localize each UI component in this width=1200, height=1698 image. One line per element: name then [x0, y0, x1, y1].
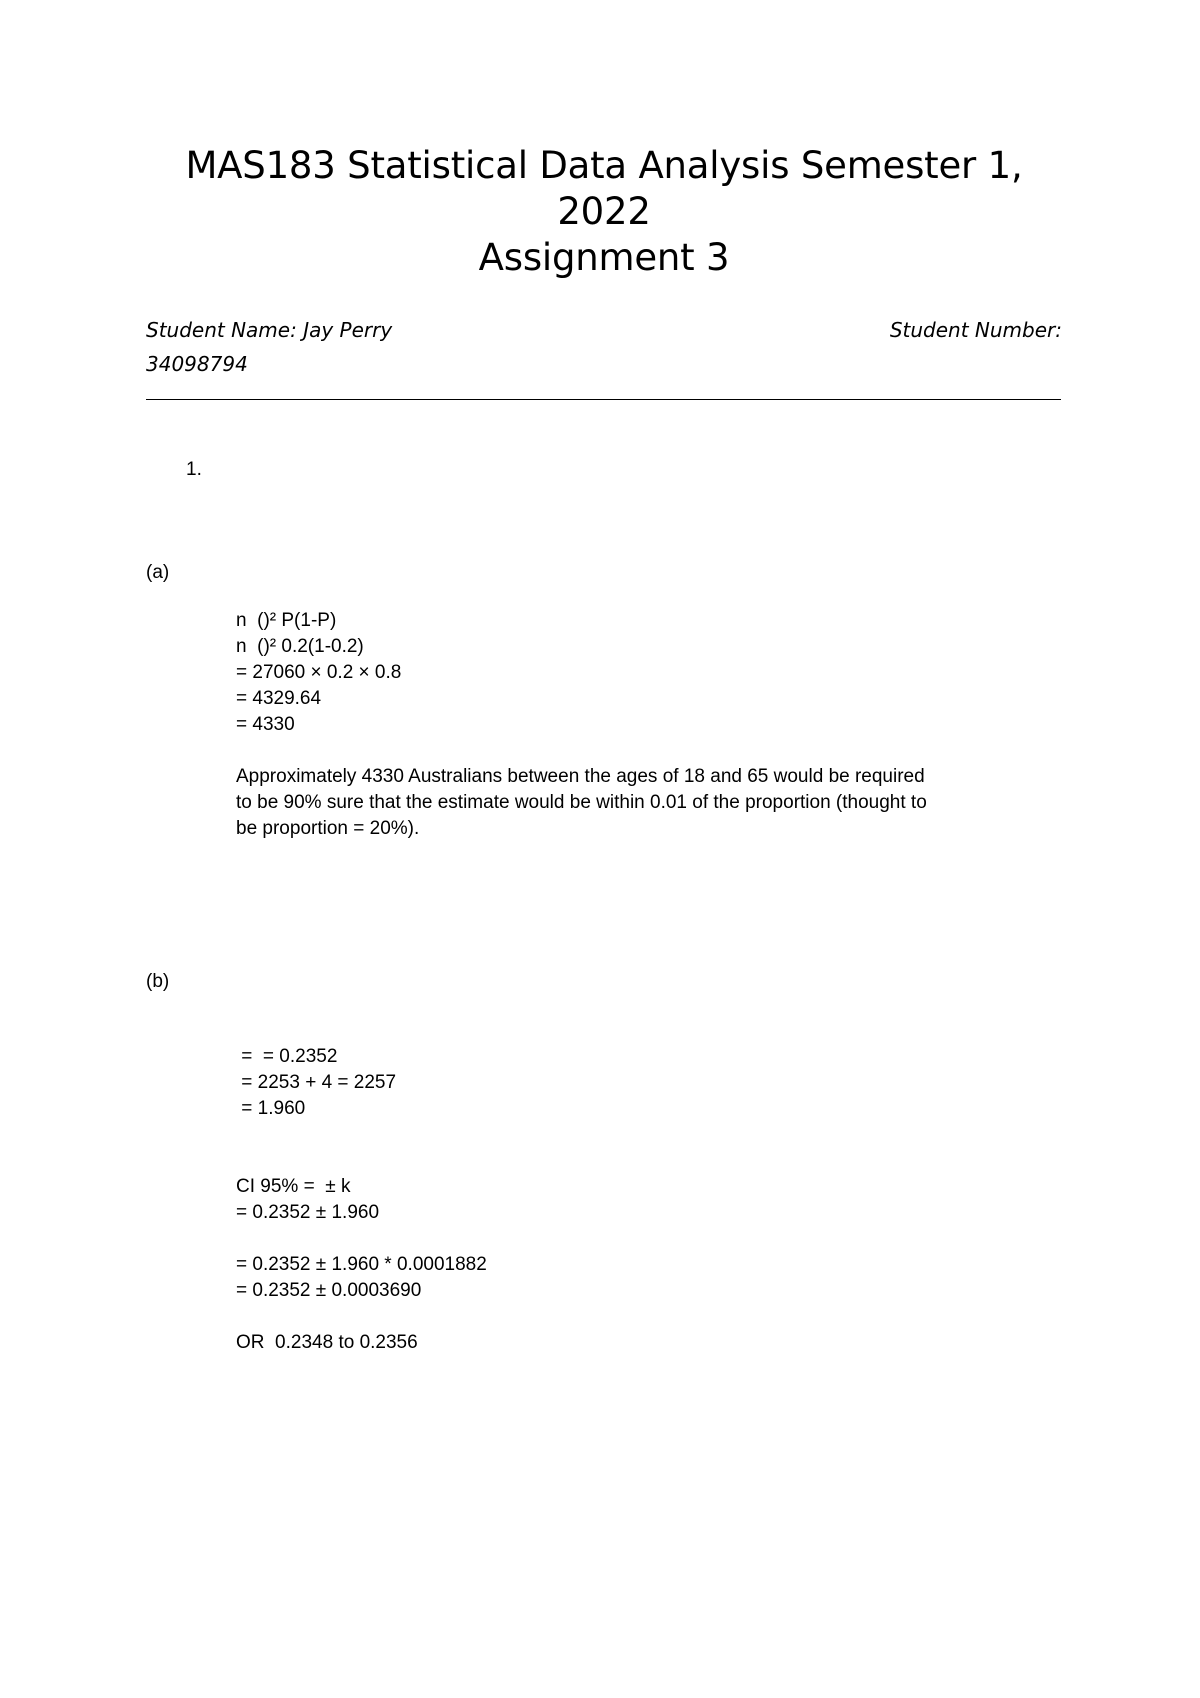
conclusion-line: be proportion = 20%).: [236, 818, 420, 839]
conclusion-line: to be 90% sure that the estimate would be within 0.01 of the proportion (thought to: [236, 792, 927, 813]
calculation-line: = 0.2352 ± 0.0003690: [236, 1280, 422, 1301]
title-year: 2022: [557, 190, 651, 233]
document-title: [146, 143, 1062, 281]
conclusion-line: Approximately 4330 Australians between the ages of 18 and 65 would be required: [236, 766, 925, 787]
student-number-label: Student Number:: [889, 318, 1062, 342]
assignment-title: Assignment 3: [478, 236, 730, 279]
part-b-formula-line: = 2253 + 4 = 2257: [236, 1072, 397, 1093]
calculation-line: = 0.2352 ± 1.960 * 0.0001882: [236, 1254, 487, 1275]
part-a-formula-line: = 4330: [236, 714, 295, 735]
confidence-interval-line: CI 95% = ± k: [236, 1176, 351, 1197]
part-b-formula-line: = 1.960: [236, 1098, 306, 1119]
part-a-formula-line: = 4329.64: [236, 688, 322, 709]
part-a-conclusion: [236, 764, 1066, 842]
part-a-formula-line: = 27060 × 0.2 × 0.8: [236, 662, 402, 683]
part-a-label: (a): [146, 562, 170, 583]
header-divider: [146, 399, 1061, 400]
student-info: [146, 313, 1062, 347]
question-number: 1.: [186, 459, 202, 480]
title-line: MAS183 Statistical Data Analysis Semester 1,: [185, 144, 1023, 187]
part-a-formula-line: n ()² 0.2(1-0.2): [236, 636, 364, 657]
confidence-interval-line: = 0.2352 ± 1.960: [236, 1202, 380, 1223]
interval-result: OR 0.2348 to 0.2356: [236, 1332, 418, 1353]
part-b-label: (b): [146, 971, 170, 992]
part-a-formula-line: n ()² P(1-P): [236, 610, 337, 631]
student-name: Student Name: Jay Perry: [146, 318, 393, 342]
part-b-formula-line: = = 0.2352: [236, 1046, 338, 1067]
student-number-value: 34098794: [146, 352, 248, 376]
